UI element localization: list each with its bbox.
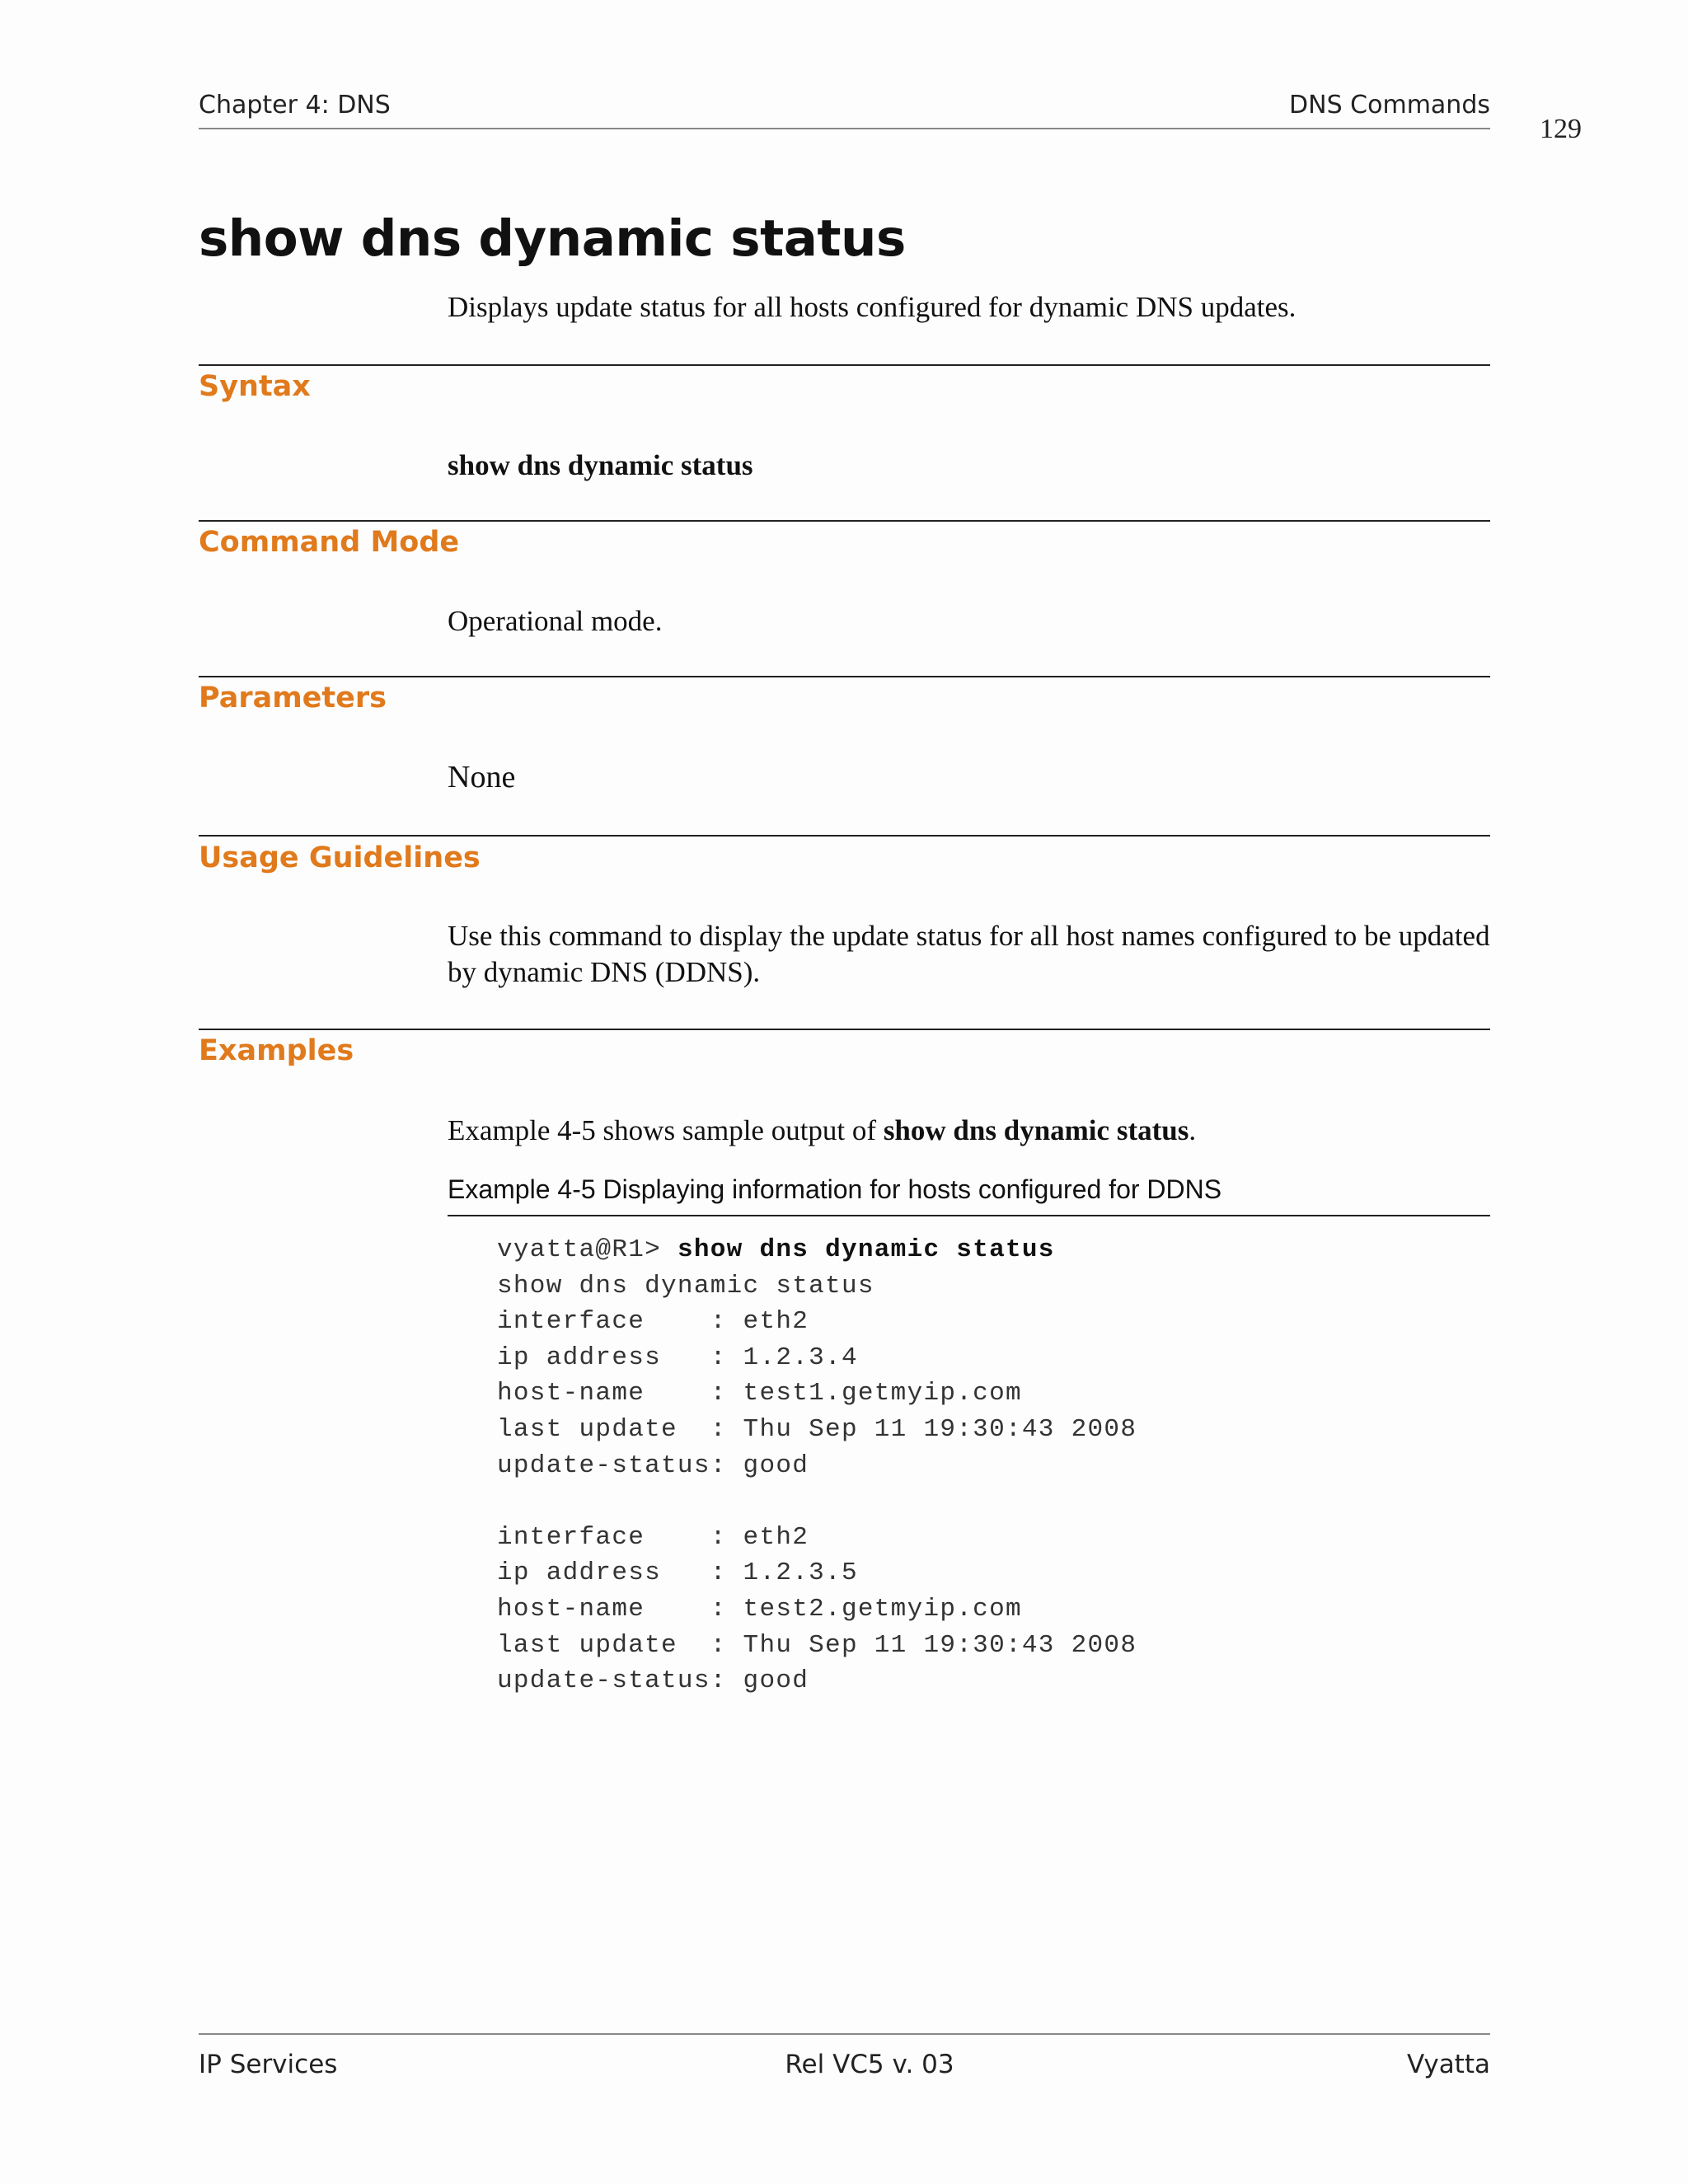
command-description: Displays update status for all hosts configured for dynamic DNS updates. bbox=[448, 291, 1296, 323]
command-mode-text: Operational mode. bbox=[448, 605, 663, 637]
section-divider bbox=[199, 835, 1490, 837]
footer-company: Vyatta bbox=[1406, 2050, 1490, 2079]
section-heading-syntax: Syntax bbox=[199, 370, 311, 403]
code-output-line: show dns dynamic status bbox=[497, 1271, 874, 1301]
section-heading-command-mode: Command Mode bbox=[199, 526, 460, 559]
examples-intro-text: Example 4-5 shows sample output of bbox=[448, 1114, 884, 1146]
page-title: show dns dynamic status bbox=[199, 209, 906, 268]
footer-book-title: IP Services bbox=[199, 2050, 338, 2079]
section-divider bbox=[199, 676, 1490, 677]
example-caption-rule bbox=[448, 1215, 1490, 1216]
running-header-chapter: Chapter 4: DNS bbox=[199, 91, 391, 120]
examples-intro-command: show dns dynamic status bbox=[883, 1114, 1189, 1146]
code-output-line: last update : Thu Sep 11 19:30:43 2008 bbox=[497, 1630, 1137, 1660]
syntax-command: show dns dynamic status bbox=[448, 449, 753, 481]
parameters-text: None bbox=[448, 760, 516, 794]
section-heading-examples: Examples bbox=[199, 1034, 354, 1067]
running-header-section: DNS Commands bbox=[1289, 91, 1490, 120]
footer-release: Rel VC5 v. 03 bbox=[785, 2050, 954, 2079]
code-output-line: update-status: good bbox=[497, 1666, 809, 1696]
code-prompt: vyatta@R1> bbox=[497, 1235, 678, 1264]
usage-text-line-1: Use this command to display the update status for all host names configured to be updated bbox=[448, 920, 1490, 952]
page-number: 129 bbox=[1540, 114, 1582, 144]
code-output-line: interface : eth2 bbox=[497, 1307, 809, 1337]
code-command: show dns dynamic status bbox=[677, 1235, 1055, 1264]
header-rule bbox=[199, 128, 1490, 129]
code-output-line: host-name : test2.getmyip.com bbox=[497, 1594, 1022, 1624]
examples-intro bbox=[448, 1113, 1196, 1149]
code-output-line: update-status: good bbox=[497, 1451, 809, 1480]
examples-intro-period: . bbox=[1189, 1114, 1197, 1146]
section-divider bbox=[199, 520, 1490, 522]
section-heading-usage-guidelines: Usage Guidelines bbox=[199, 841, 481, 874]
code-output-line: last update : Thu Sep 11 19:30:43 2008 bbox=[497, 1414, 1137, 1444]
section-divider bbox=[199, 1029, 1490, 1030]
example-caption: Example 4-5 Displaying information for hosts configured for DDNS bbox=[448, 1174, 1222, 1204]
code-output-line: interface : eth2 bbox=[497, 1522, 809, 1552]
example-code-block bbox=[497, 1232, 1137, 1699]
footer-rule bbox=[199, 2033, 1490, 2035]
code-output-line: host-name : test1.getmyip.com bbox=[497, 1379, 1022, 1408]
code-output-line: ip address : 1.2.3.4 bbox=[497, 1343, 858, 1372]
code-output-line: ip address : 1.2.3.5 bbox=[497, 1558, 858, 1588]
section-divider bbox=[199, 364, 1490, 366]
usage-text-line-2: by dynamic DNS (DDNS). bbox=[448, 956, 761, 988]
section-heading-parameters: Parameters bbox=[199, 682, 387, 715]
